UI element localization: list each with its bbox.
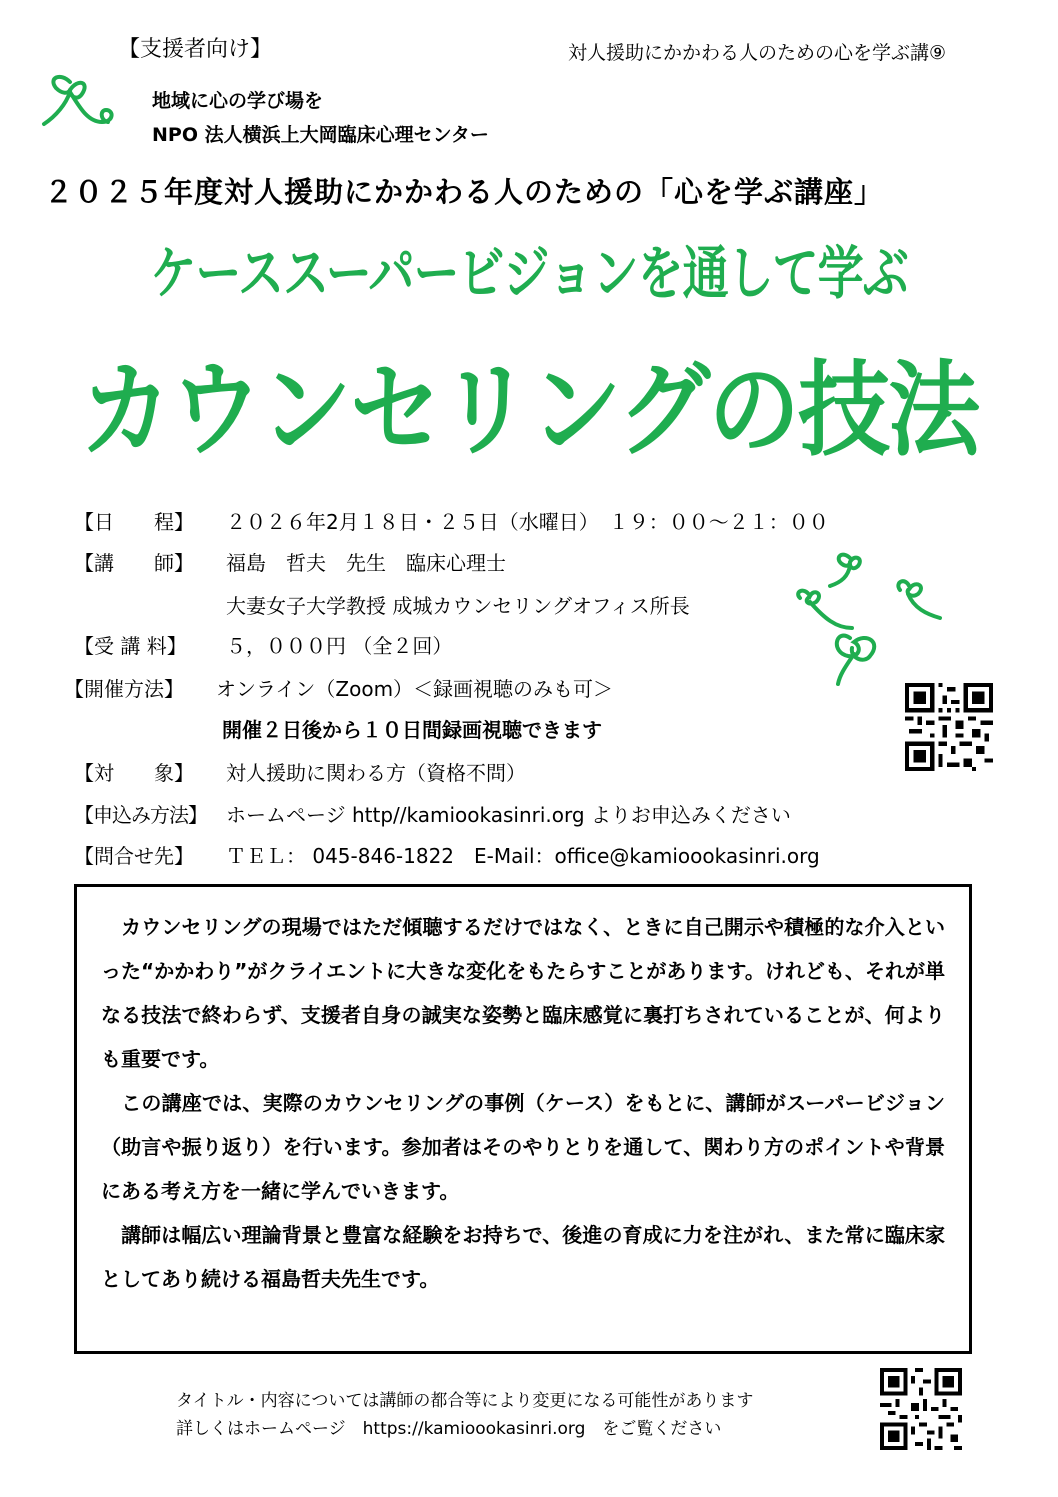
lecturer-affiliation: 大妻女子大学教授 成城カウンセリングオフィス所長 xyxy=(226,594,690,618)
course-subtitle: ケーススーパービジョンを通して学ぶ xyxy=(150,239,908,307)
lecturer-label: 【講 師】 xyxy=(74,551,194,575)
method-note: 開催２日後から１０日間録画視聴できます xyxy=(222,718,602,742)
description-paragraph-2: この講座では、実際のカウンセリングの事例（ケース）をもとに、講師がスーパービジョン（助言や振り返り）を行います。参加者はそのやりとりを通して、関わり方のポイントや背景にある考え方を一緒に学んでいきます。 xyxy=(101,1091,945,1203)
fee-value: ５，０００円 （全２回） xyxy=(226,634,453,658)
org-tagline: 地域に心の学び場を xyxy=(152,90,324,112)
target-value: 対人援助に関わる方（資格不問） xyxy=(226,761,526,785)
apply-label: 【申込み方法】 xyxy=(74,803,207,827)
sprout-decoration-icon xyxy=(790,548,970,688)
qr-code-icon xyxy=(905,683,993,771)
org-name: NPO 法人横浜上大岡臨床心理センター xyxy=(152,124,489,146)
description-paragraph-1: カウンセリングの現場ではただ傾聴するだけではなく、ときに自己開示や積極的な介入といった“かかわり”がクライエントに大きな変化をもたらすことがあります。けれども、それが単なる技法で終わらず、支援者自身の誠実な姿勢と臨床感覚に裏打ちされていることが、何よりも重要です。 xyxy=(101,915,945,1071)
apply-value: ホームページ http//kamiookasinri.org よりお申込みください xyxy=(226,803,791,827)
contact-label: 【問合せ先】 xyxy=(74,844,194,868)
clover-logo-icon xyxy=(30,72,130,142)
audience-tag: 【支援者向け】 xyxy=(118,37,273,62)
contact-value: ＴＥＬ： 045-846-1822 E-Mail：office@kamioookasinri.org xyxy=(226,844,820,868)
course-title: カウンセリングの技法 xyxy=(79,350,979,471)
footer-note: タイトル・内容については講師の都合等により変更になる可能性があります xyxy=(176,1391,754,1411)
main-title: ２０２５年度対人援助にかかわる人のための「心を学ぶ講座」 xyxy=(44,175,885,209)
lecturer-value: 福島 哲夫 先生 臨床心理士 xyxy=(226,551,506,575)
method-value: オンライン（Zoom）＜録画視聴のみも可＞ xyxy=(216,677,614,701)
fee-label: 【受 講 料】 xyxy=(74,634,187,658)
schedule-label: 【日 程】 xyxy=(74,510,194,534)
series-label: 対人援助にかかわる人のための心を学ぶ講⑨ xyxy=(568,42,947,64)
target-label: 【対 象】 xyxy=(74,761,194,785)
schedule-value: ２０２６年2月１８日・２５日（水曜日） １９：００～２１：００ xyxy=(226,510,829,534)
description-box xyxy=(74,884,972,1354)
footer-website: 詳しくはホームページ https://kamioookasinri.org をご覧ください xyxy=(176,1419,722,1439)
qr-code-footer-icon xyxy=(880,1368,962,1450)
method-label: 【開催方法】 xyxy=(64,677,184,701)
description-paragraph-3: 講師は幅広い理論背景と豊富な経験をお持ちで、後進の育成に力を注がれ、また常に臨床家としてあり続ける福島哲夫先生です。 xyxy=(101,1223,945,1291)
